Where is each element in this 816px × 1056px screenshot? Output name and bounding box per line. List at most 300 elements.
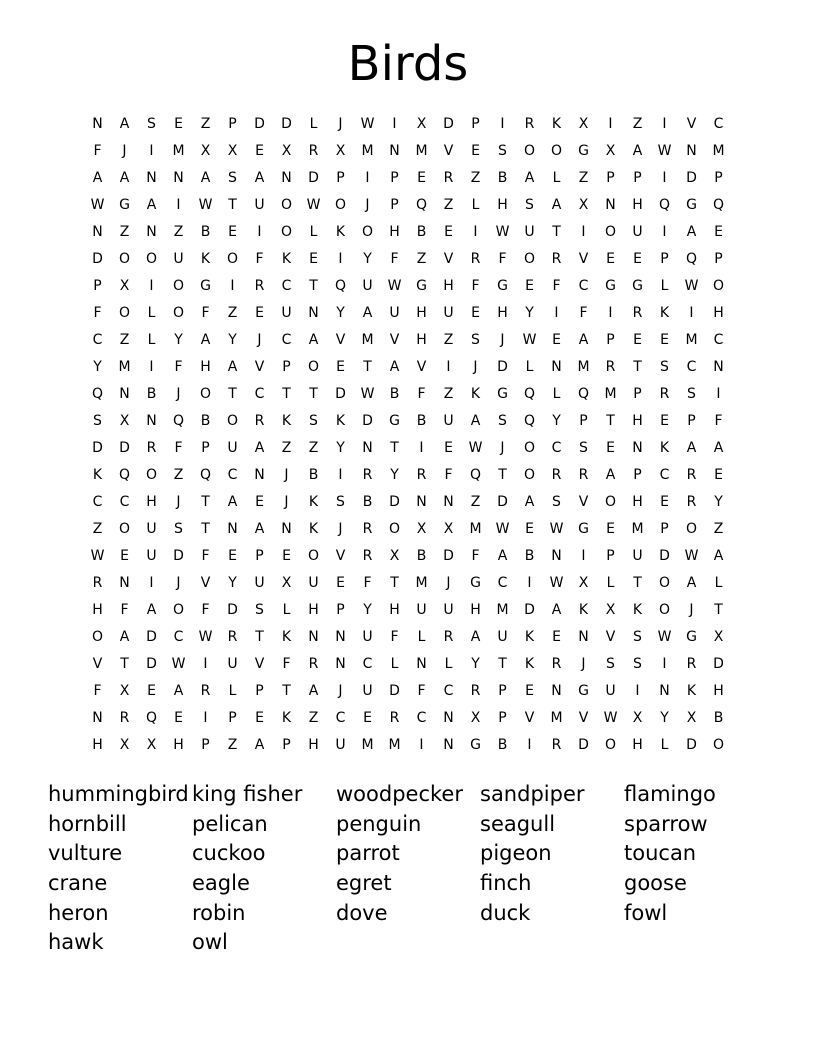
grid-letter: D [119, 440, 130, 456]
grid-letter: N [443, 494, 454, 510]
grid-letter: R [119, 710, 130, 726]
grid-letter: E [255, 710, 264, 726]
word-bank [48, 779, 768, 957]
grid-letter: I [662, 224, 667, 240]
grid-letter: O [604, 737, 617, 753]
grid-letter: N [389, 143, 400, 159]
grid-letter: M [361, 737, 374, 753]
grid-letter: U [416, 602, 427, 618]
grid-letter: G [578, 683, 589, 699]
word-item: robin [192, 900, 246, 925]
grid-letter: V [686, 116, 697, 132]
grid-letter: C [227, 467, 238, 483]
grid-letter: N [146, 170, 157, 186]
grid-letter: P [255, 548, 264, 564]
grid-letter: M [361, 143, 374, 159]
grid-letter: A [173, 683, 184, 699]
grid-letter: C [551, 440, 562, 456]
grid-letter: I [176, 197, 181, 213]
grid-letter: N [92, 116, 103, 132]
grid-letter: U [362, 629, 373, 645]
grid-letter: W [495, 224, 510, 240]
grid-letter: H [92, 737, 103, 753]
grid-letter: E [660, 413, 669, 429]
grid-letter: M [685, 332, 698, 348]
grid-letter: A [227, 494, 238, 510]
grid-letter: Y [174, 332, 183, 348]
grid-letter: Z [632, 116, 643, 132]
grid-letter: I [581, 548, 586, 564]
grid-letter: X [389, 548, 400, 564]
grid-row [84, 165, 732, 192]
grid-letter: K [281, 629, 292, 645]
grid-letter: R [470, 683, 481, 699]
grid-row [84, 381, 732, 408]
grid-letter: F [417, 683, 426, 699]
grid-letter: Q [523, 413, 536, 429]
grid-letter: J [176, 494, 181, 510]
grid-letter: A [254, 440, 265, 456]
grid-letter: H [443, 278, 454, 294]
grid-letter: A [254, 737, 265, 753]
grid-letter: A [686, 575, 697, 591]
grid-letter: C [686, 359, 697, 375]
word-item: flamingo [624, 782, 716, 806]
grid-letter: Z [200, 116, 211, 132]
grid-letter: H [713, 305, 724, 321]
grid-letter: A [470, 413, 481, 429]
grid-letter: U [605, 683, 616, 699]
grid-letter: A [254, 170, 265, 186]
grid-letter: I [608, 116, 613, 132]
grid-letter: H [416, 332, 427, 348]
grid-letter: T [633, 359, 642, 375]
grid-letter: F [174, 359, 183, 375]
grid-letter: T [255, 629, 264, 645]
grid-letter: S [687, 386, 696, 402]
grid-letter: P [498, 710, 507, 726]
grid-letter: S [498, 143, 507, 159]
grid-letter: U [146, 548, 157, 564]
grid-row [84, 219, 732, 246]
grid-letter: P [390, 170, 399, 186]
grid-letter: N [308, 305, 319, 321]
grid-letter: W [603, 710, 618, 726]
letter-grid [84, 111, 732, 759]
grid-letter: T [606, 413, 615, 429]
grid-letter: N [335, 656, 346, 672]
grid-letter: I [365, 170, 370, 186]
grid-letter: Z [92, 521, 103, 537]
grid-letter: X [443, 521, 454, 537]
grid-letter: D [281, 116, 292, 132]
grid-letter: L [147, 332, 156, 348]
grid-letter: O [145, 467, 158, 483]
grid-letter: O [307, 359, 320, 375]
grid-letter: U [497, 629, 508, 645]
grid-letter: U [389, 305, 400, 321]
grid-letter: K [92, 467, 103, 483]
grid-letter: R [686, 467, 697, 483]
grid-letter: X [146, 737, 157, 753]
grid-letter: V [335, 332, 346, 348]
word-item: parrot [336, 841, 400, 866]
grid-letter: M [550, 710, 563, 726]
grid-letter: Z [119, 224, 130, 240]
grid-letter: P [282, 737, 291, 753]
grid-letter: L [417, 629, 426, 645]
grid-letter: R [146, 440, 157, 456]
grid-letter: O [118, 305, 131, 321]
grid-letter: J [284, 467, 289, 483]
grid-letter: G [200, 278, 211, 294]
grid-letter: R [578, 467, 589, 483]
grid-letter: M [631, 521, 644, 537]
grid-letter: I [635, 683, 640, 699]
grid-letter: W [657, 143, 672, 159]
grid-letter: N [362, 440, 373, 456]
grid-letter: A [551, 197, 562, 213]
grid-letter: C [497, 575, 508, 591]
grid-letter: E [174, 116, 183, 132]
grid-letter: O [361, 224, 374, 240]
grid-letter: T [201, 494, 210, 510]
grid-letter: B [497, 737, 508, 753]
grid-letter: R [524, 116, 535, 132]
grid-letter: R [659, 386, 670, 402]
grid-row [84, 138, 732, 165]
grid-letter: V [389, 332, 400, 348]
grid-letter: E [120, 548, 129, 564]
grid-letter: T [714, 602, 723, 618]
grid-letter: Y [228, 575, 237, 591]
grid-letter: L [660, 737, 669, 753]
grid-letter: D [713, 656, 724, 672]
grid-letter: O [523, 143, 536, 159]
grid-letter: G [686, 197, 697, 213]
grid-letter: P [687, 413, 696, 429]
grid-letter: I [149, 143, 154, 159]
grid-letter: M [496, 602, 509, 618]
grid-letter: E [336, 575, 345, 591]
grid-letter: P [471, 116, 480, 132]
grid-letter: K [470, 386, 481, 402]
grid-letter: R [470, 251, 481, 267]
grid-letter: J [176, 386, 181, 402]
grid-letter: A [227, 359, 238, 375]
grid-letter: J [257, 332, 262, 348]
grid-letter: M [577, 359, 590, 375]
grid-letter: C [254, 386, 265, 402]
grid-letter: A [713, 440, 724, 456]
grid-letter: F [714, 413, 723, 429]
grid-letter: A [632, 143, 643, 159]
grid-letter: E [552, 629, 561, 645]
grid-letter: H [632, 737, 643, 753]
grid-letter: Y [363, 251, 372, 267]
grid-letter: L [714, 575, 723, 591]
grid-letter: X [605, 602, 616, 618]
grid-letter: H [146, 494, 157, 510]
grid-row [84, 354, 732, 381]
page-title: Birds [347, 36, 469, 92]
grid-letter: D [308, 170, 319, 186]
grid-letter: G [497, 386, 508, 402]
grid-letter: X [281, 575, 292, 591]
grid-letter: S [174, 521, 183, 537]
grid-letter: Y [552, 413, 561, 429]
grid-letter: F [255, 251, 264, 267]
grid-letter: J [689, 602, 694, 618]
grid-letter: H [389, 224, 400, 240]
grid-letter: R [308, 143, 319, 159]
grid-letter: G [119, 197, 130, 213]
grid-letter: U [254, 197, 265, 213]
grid-letter: P [228, 116, 237, 132]
grid-letter: X [470, 710, 481, 726]
word-item: heron [48, 900, 109, 925]
grid-letter: E [336, 359, 345, 375]
grid-letter: Q [658, 197, 671, 213]
grid-letter: Y [714, 494, 723, 510]
grid-letter: R [416, 467, 427, 483]
grid-letter: N [443, 737, 454, 753]
grid-letter: A [686, 224, 697, 240]
grid-letter: E [255, 494, 264, 510]
grid-letter: E [633, 332, 642, 348]
grid-letter: O [685, 521, 698, 537]
grid-letter: S [633, 629, 642, 645]
grid-letter: O [388, 521, 401, 537]
grid-letter: O [550, 143, 563, 159]
grid-letter: X [713, 629, 724, 645]
grid-letter: S [471, 332, 480, 348]
grid-letter: W [306, 197, 321, 213]
word-item: cuckoo [192, 841, 266, 866]
word-item: owl [192, 930, 228, 955]
grid-letter: O [280, 197, 293, 213]
grid-letter: Z [173, 467, 184, 483]
grid-letter: Z [119, 332, 130, 348]
grid-letter: Q [334, 278, 347, 294]
grid-letter: H [470, 602, 481, 618]
grid-letter: I [149, 359, 154, 375]
grid-letter: I [338, 467, 343, 483]
grid-letter: P [255, 683, 264, 699]
grid-letter: L [660, 278, 669, 294]
grid-letter: W [387, 278, 402, 294]
grid-letter: W [549, 521, 564, 537]
grid-letter: E [444, 224, 453, 240]
grid-letter: P [282, 359, 291, 375]
grid-letter: G [605, 278, 616, 294]
grid-letter: L [525, 359, 534, 375]
grid-letter: C [92, 494, 103, 510]
grid-letter: D [146, 629, 157, 645]
grid-letter: H [497, 197, 508, 213]
grid-letter: J [500, 440, 505, 456]
grid-letter: R [443, 170, 454, 186]
grid-letter: E [525, 278, 534, 294]
grid-letter: N [551, 548, 562, 564]
grid-letter: D [92, 440, 103, 456]
grid-letter: V [92, 656, 103, 672]
grid-letter: U [362, 683, 373, 699]
grid-letter: H [713, 683, 724, 699]
grid-letter: H [308, 602, 319, 618]
grid-letter: D [578, 737, 589, 753]
grid-letter: P [633, 170, 642, 186]
grid-letter: N [119, 575, 130, 591]
grid-letter: Y [471, 656, 480, 672]
grid-letter: Z [308, 440, 319, 456]
grid-letter: V [254, 656, 265, 672]
grid-letter: T [390, 575, 399, 591]
grid-letter: Z [416, 251, 427, 267]
grid-letter: A [605, 467, 616, 483]
grid-letter: R [308, 656, 319, 672]
grid-letter: A [362, 305, 373, 321]
grid-letter: U [632, 224, 643, 240]
word-item: sandpiper [480, 782, 585, 806]
word-item: crane [48, 871, 108, 896]
grid-letter: P [228, 710, 237, 726]
grid-letter: H [173, 737, 184, 753]
grid-letter: A [119, 116, 130, 132]
grid-letter: A [119, 629, 130, 645]
grid-letter: D [497, 359, 508, 375]
grid-letter: O [280, 224, 293, 240]
grid-letter: H [200, 359, 211, 375]
grid-letter: Q [118, 467, 131, 483]
grid-letter: J [500, 332, 505, 348]
grid-letter: F [120, 602, 129, 618]
grid-letter: S [525, 197, 534, 213]
grid-letter: O [523, 251, 536, 267]
grid-letter: P [606, 332, 615, 348]
grid-letter: N [605, 197, 616, 213]
grid-letter: D [227, 602, 238, 618]
grid-letter: A [200, 332, 211, 348]
grid-letter: E [606, 251, 615, 267]
grid-letter: A [551, 602, 562, 618]
grid-letter: R [362, 521, 373, 537]
grid-letter: F [471, 278, 480, 294]
grid-letter: N [686, 143, 697, 159]
grid-letter: P [606, 548, 615, 564]
grid-letter: V [416, 359, 427, 375]
grid-letter: B [416, 413, 427, 429]
grid-letter: N [578, 629, 589, 645]
grid-letter: I [716, 386, 721, 402]
grid-letter: F [471, 548, 480, 564]
grid-letter: K [551, 116, 562, 132]
grid-letter: I [662, 170, 667, 186]
grid-letter: M [361, 332, 374, 348]
grid-letter: T [201, 521, 210, 537]
grid-letter: Z [227, 737, 238, 753]
grid-letter: D [659, 548, 670, 564]
grid-letter: N [146, 224, 157, 240]
grid-letter: G [578, 521, 589, 537]
grid-letter: E [228, 548, 237, 564]
grid-letter: K [281, 413, 292, 429]
grid-letter: S [147, 116, 156, 132]
grid-letter: K [578, 602, 589, 618]
grid-letter: A [497, 548, 508, 564]
grid-letter: E [471, 305, 480, 321]
grid-letter: O [172, 602, 185, 618]
grid-letter: O [118, 521, 131, 537]
grid-letter: F [174, 440, 183, 456]
grid-letter: O [172, 305, 185, 321]
grid-letter: F [93, 305, 102, 321]
grid-letter: P [390, 197, 399, 213]
grid-letter: I [527, 737, 532, 753]
grid-letter: D [335, 386, 346, 402]
grid-letter: F [93, 683, 102, 699]
grid-letter: W [198, 629, 213, 645]
word-item: hornbill [48, 811, 127, 836]
grid-letter: Y [336, 305, 345, 321]
grid-letter: J [176, 575, 181, 591]
grid-letter: X [578, 197, 589, 213]
grid-letter: K [659, 305, 670, 321]
grid-letter: C [713, 116, 724, 132]
grid-letter: A [686, 440, 697, 456]
grid-letter: Z [470, 494, 481, 510]
grid-letter: U [146, 521, 157, 537]
grid-letter: U [308, 575, 319, 591]
grid-letter: Z [443, 386, 454, 402]
grid-letter: O [523, 467, 536, 483]
grid-letter: F [390, 251, 399, 267]
grid-row [84, 543, 732, 570]
grid-letter: O [307, 548, 320, 564]
grid-letter: B [416, 548, 427, 564]
grid-letter: I [203, 656, 208, 672]
grid-letter: Z [281, 440, 292, 456]
grid-letter: T [633, 575, 642, 591]
grid-letter: H [497, 305, 508, 321]
grid-letter: C [416, 710, 427, 726]
grid-letter: J [338, 521, 343, 537]
grid-row [84, 111, 732, 138]
grid-letter: W [171, 656, 186, 672]
grid-letter: D [524, 602, 535, 618]
grid-letter: T [390, 440, 399, 456]
grid-letter: Y [228, 332, 237, 348]
grid-letter: U [443, 413, 454, 429]
grid-letter: O [604, 494, 617, 510]
grid-letter: C [578, 278, 589, 294]
grid-letter: J [581, 656, 586, 672]
grid-letter: U [173, 251, 184, 267]
grid-letter: D [254, 116, 265, 132]
grid-letter: P [93, 278, 102, 294]
grid-letter: W [360, 116, 375, 132]
grid-letter: S [228, 170, 237, 186]
grid-letter: Z [578, 170, 589, 186]
grid-row [84, 435, 732, 462]
grid-letter: A [470, 629, 481, 645]
grid-letter: W [495, 521, 510, 537]
grid-row [84, 408, 732, 435]
grid-letter: H [92, 602, 103, 618]
grid-letter: V [524, 710, 535, 726]
grid-letter: C [119, 494, 130, 510]
grid-letter: X [416, 521, 427, 537]
